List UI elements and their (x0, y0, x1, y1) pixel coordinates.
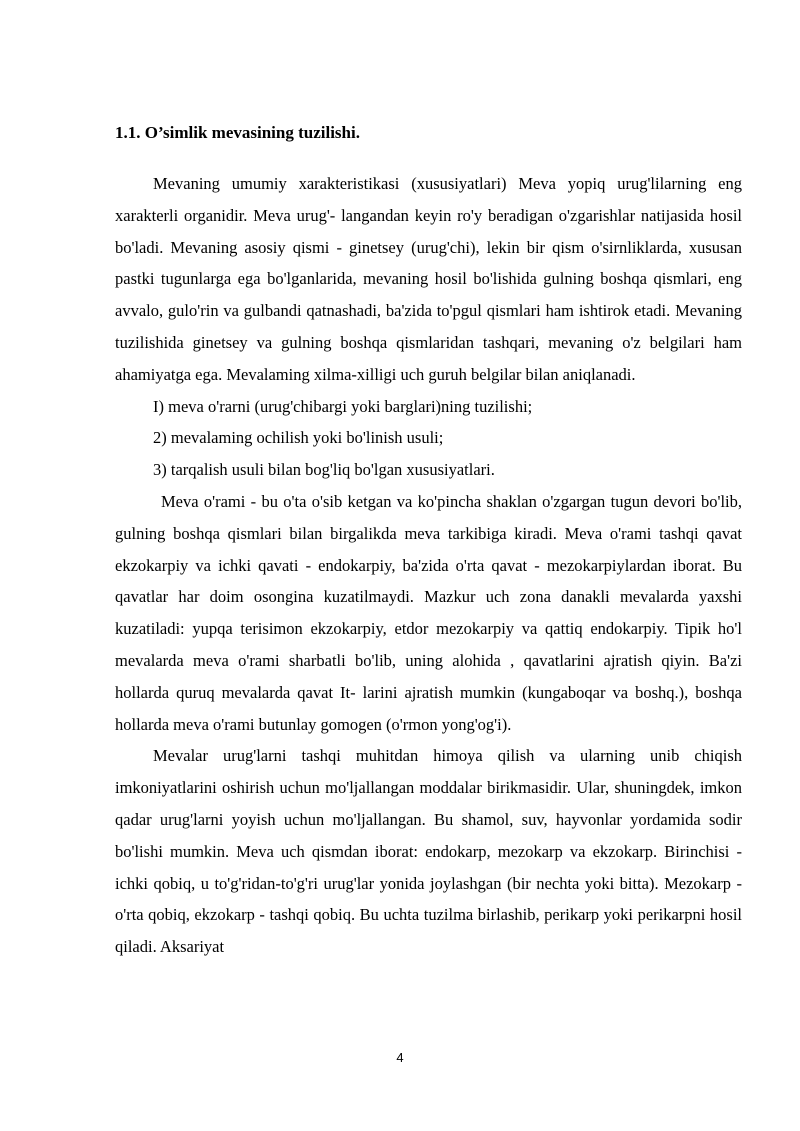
page-number: 4 (396, 1050, 404, 1065)
document-page (115, 118, 742, 963)
paragraph-fruit-characteristics: Mevaning umumiy xarakteristikasi (xususiyatlari) Meva yopiq urug'lilarning eng xarakterli organidir. Meva urug'- langandan keyin ro'y beradigan o'zgarishlar natijasida hosil bo'ladi. Mevaning asosiy qismi - ginetsey (urug'chi), lekin bir qism o'sirnliklarda, xususan pastki tugunlarga ega bo'lganlarida, mevaning hosil bo'lishida gulning boshqa qismlari, eng avvalo, gulo'rin va gulbandi qatnashadi, ba'zida to'pgul qismlari ham ishtirok etadi. Mevaning tuzilishida ginetsey va gulning boshqa qismlaridan tashqari, mevaning o'z belgilari ham ahamiyatga ega. Mevalaming xilma-xilligi uch guruh belgilar bilan aniqlanadi. (115, 174, 742, 384)
paragraph-fruit-function: Mevalar urug'larni tashqi muhitdan himoya qilish va ularning unib chiqish imkoniyatlarini oshirish uchun mo'ljallangan moddalar birikmasidir. Ular, shuningdek, imkon qadar urug'larni yoyish uchun mo'ljallangan. Bu shamol, suv, hayvonlar yordamida sodir bo'lishi mumkin. Meva uch qismdan iborat: endokarp, mezokarp va ekzokarp. Birinchisi - ichki qobiq, u to'g'ridan-to'g'ri urug'lar yonida joylashgan (bir nechta yoki bitta). Mezokarp - o'rta qobiq, ekzokarp - tashqi qobiq. Bu uchta tuzilma birlashib, perikarp yoki perikarpni hosil qiladi. Aksariyat (115, 746, 742, 957)
list-item-dispersal-features: 3) tarqalish usuli bilan bog'liq bo'lgan xususiyatlari. (153, 460, 495, 480)
paragraph-pericarp: Meva o'rami - bu o'ta o'sib ketgan va ko'pincha shaklan o'zgargan tugun devori bo'lib, gulning boshqa qismlari bilan birgalikda meva tarkibiga kiradi. Meva o'rami tashqi qavat ekzokarpiy va ichki qavati - endokarpiy, ba'zida o'rta qavat - mezokarpiylardan iborat. Bu qavatlar har doim osongina kuzatilmaydi. Mazkur uch zona danakli mevalarda yaxshi kuzatiladi: yupqa terisimon ekzokarpiy, etdor mezokarpiy va qattiq endokarpiy. Tipik ho'l mevalarda meva o'rami sharbatli bo'lib, uning alohida , qavatlarini ajratish qiyin. Ba'zi hollarda quruq mevalarda qavat It- larini ajratish mumkin (kungaboqar va boshq.), boshqa hollarda meva o'rami butunlay gomogen (o'rmon yong'og'i). (115, 491, 742, 734)
section-heading: 1.1. O’simlik mevasining tuzilishi. (115, 123, 360, 142)
list-item-pericarp-structure: I) meva o'rarni (urug'chibargi yoki barglari)ning tuzilishi; (153, 396, 533, 416)
list-item-opening-method: 2) mevalaming ochilish yoki bo'linish usuli; (153, 428, 444, 448)
